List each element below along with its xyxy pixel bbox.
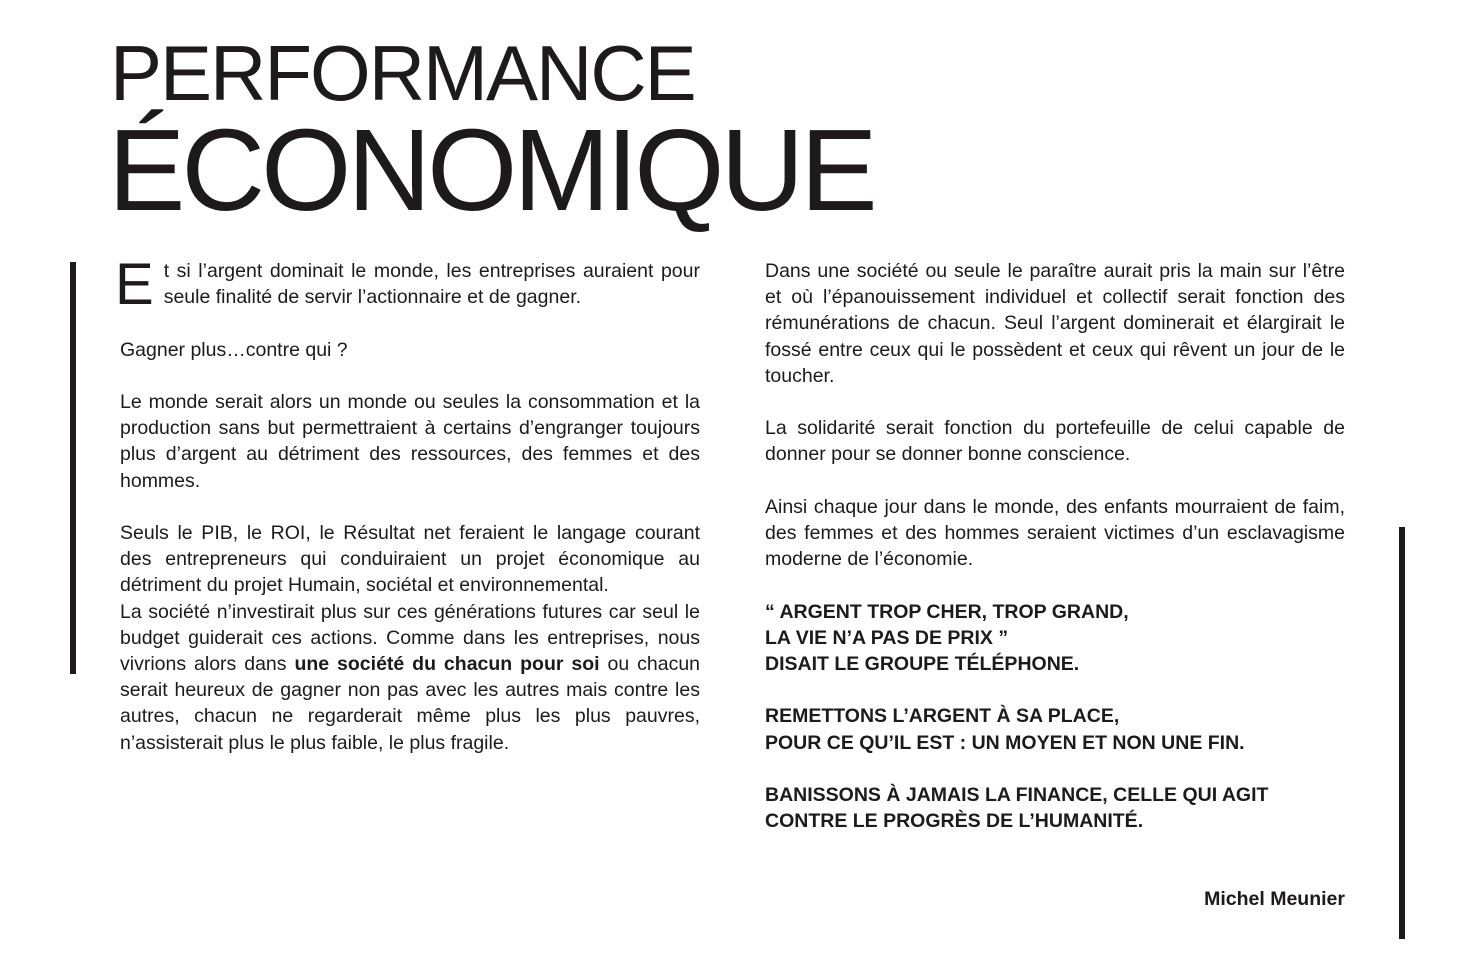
author-signature: Michel Meunier (1204, 888, 1345, 910)
left-accent-bar (70, 262, 76, 674)
intro-paragraph (115, 252, 700, 317)
quote-line: LA VIE N’A PAS DE PRIX ” (765, 626, 1009, 649)
society-paragraph (120, 599, 700, 756)
quote-block-2 (765, 703, 1345, 755)
indicators-paragraph: Seuls le PIB, le ROI, le Résultat net feraient le langage courant des entrepreneurs qui conduiraient un projet économique au détriment du projet Humain, sociétal et environnemental. (120, 521, 700, 597)
quote-line: BANISSONS À JAMAIS LA FINANCE, CELLE QUI AGIT (765, 783, 1269, 806)
society-text-after: ou chacun serait heureux de gagner non pas avec les autres mais contre les autres, chacun ne regarderait même plus les plus pauvres, n’assisterait plus le plus faible, le plus fragile. (120, 653, 701, 754)
quote-block-1 (765, 599, 1345, 678)
quote-line: POUR CE QU’IL EST : UN MOYEN ET NON UNE FIN. (765, 731, 1245, 754)
society-text-before: La société n’investirait plus sur ces générations futures car seul le budget guiderait ces actions. Comme dans les entreprises, nous vivrions alors dans (120, 600, 700, 675)
appearance-paragraph: Dans une société ou seule le paraître aurait pris la main sur l’être et où l’épanouissement individuel et collectif serait fonction des rémunérations de chacun. Seul l’argent dominerait et élargirait le fossé entre ceux qui le possèdent et ceux qui rêvent un jour de le toucher. (765, 260, 1345, 387)
quote-block-3 (765, 782, 1345, 834)
consumption-paragraph: Le monde serait alors un monde ou seules la consommation et la production sans but permettraient à certains d’engranger toujours plus d’argent au détriment des ressources, des femmes et des hommes. (120, 390, 700, 492)
left-column (115, 252, 701, 782)
drop-cap: E (115, 252, 154, 317)
question-paragraph: Gagner plus…contre qui ? (120, 338, 348, 361)
title-line-1: PERFORMANCE (110, 29, 695, 117)
title-line-2: ÉCONOMIQUE (108, 105, 874, 235)
intro-text: t si l’argent dominait le monde, les entreprises auraient pour seule finalité de servir l’actionnaire et de gagner. (163, 260, 700, 309)
right-accent-bar (1399, 527, 1405, 939)
society-bold-phrase: une société du chacun pour soi (294, 653, 600, 675)
quote-line: “ ARGENT TROP CHER, TROP GRAND, (765, 600, 1129, 623)
quote-line: REMETTONS L’ARGENT À SA PLACE, (765, 705, 1120, 728)
hunger-paragraph: Ainsi chaque jour dans le monde, des enfants mourraient de faim, des femmes et des hommes seraient victimes d’un esclavagisme moderne de l’économie. (765, 495, 1345, 571)
solidarity-paragraph: La solidarité serait fonction du portefeuille de celui capable de donner pour se donner bonne conscience. (765, 417, 1345, 466)
right-column (765, 258, 1345, 861)
quote-line: DISAIT LE GROUPE TÉLÉPHONE. (765, 653, 1080, 675)
quote-line: CONTRE LE PROGRÈS DE L’HUMANITÉ. (765, 810, 1144, 833)
